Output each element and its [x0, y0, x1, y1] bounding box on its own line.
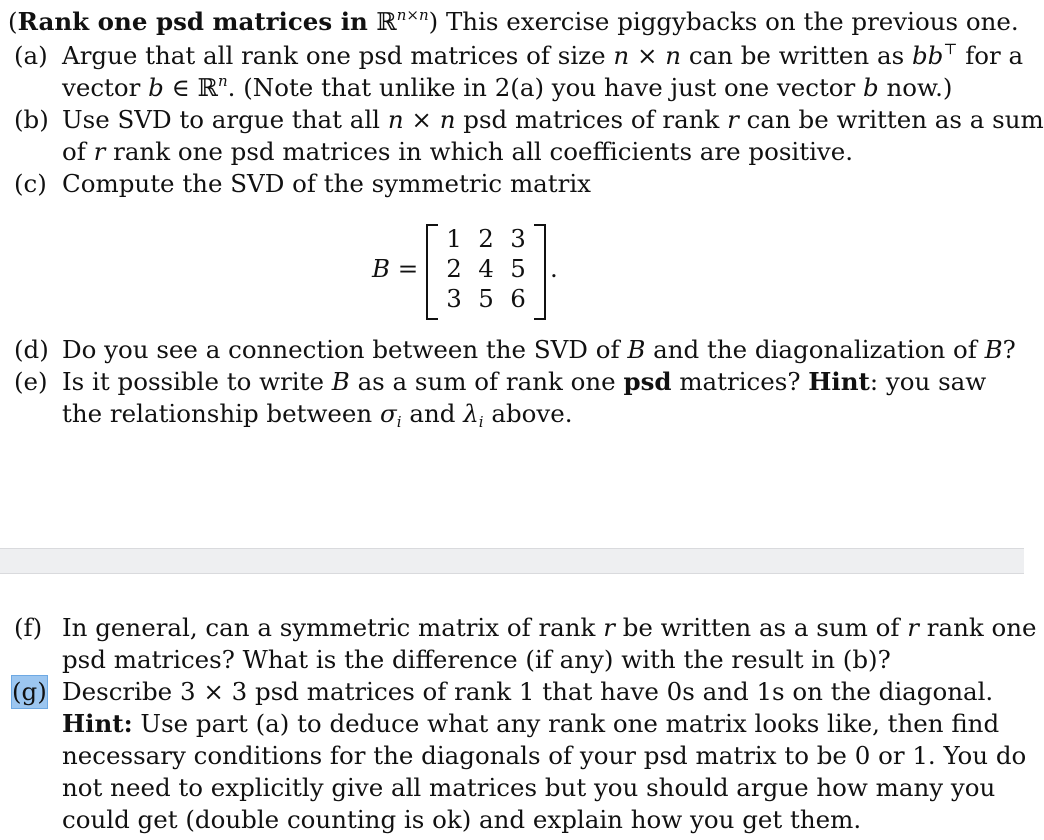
- part-g-text1: Describe 3 × 3 psd matrices of rank 1 that have 0s and 1s on the diagonal.: [62, 677, 994, 706]
- matrix-cell: 3: [446, 284, 462, 313]
- math-n: n: [217, 72, 228, 90]
- part-c-label: (c): [14, 169, 47, 198]
- math-r: r: [603, 613, 615, 642]
- math-reals: ℝ: [197, 73, 218, 102]
- part-c-text: Compute the SVD of the symmetric matrix: [62, 169, 591, 198]
- bold-hint: Hint:: [62, 709, 133, 738]
- text-span: can be written as: [681, 41, 912, 70]
- part-a-label: (a): [14, 41, 48, 70]
- text-span: : you saw: [869, 367, 987, 396]
- part-g-text5: could get (double counting is ok) and explain how you get them.: [62, 805, 862, 834]
- part-g-label-line: [12, 676, 47, 708]
- math-transpose: ⊤: [943, 40, 958, 58]
- page-divider: [0, 548, 1024, 574]
- part-d-label: (d): [14, 335, 49, 364]
- math-r: r: [727, 105, 739, 134]
- text-span: can be written as a sum: [738, 105, 1044, 134]
- part-a-line1: [14, 40, 48, 72]
- part-f-label: (f): [14, 613, 43, 642]
- part-b-label: (b): [14, 105, 49, 134]
- bold-hint: Hint: [808, 367, 870, 396]
- text-span: as a sum of rank one: [349, 367, 624, 396]
- text-span: Is it possible to write: [62, 367, 332, 396]
- title-set-symbol: ℝ: [376, 7, 397, 36]
- text-span: Do you see a connection between the SVD of: [62, 335, 628, 364]
- part-e-text1: [62, 366, 986, 398]
- exercise-page-bottom: [0, 572, 1037, 840]
- text-span: and the diagonalization of: [645, 335, 985, 364]
- part-a-text1: [62, 40, 1023, 72]
- text-span: rank one: [919, 613, 1037, 642]
- part-g-text3: necessary conditions for the diagonals of your psd matrix to be 0 or 1. You do: [62, 741, 1027, 770]
- exercise-title: [8, 6, 1019, 38]
- text-span: In general, can a symmetric matrix of rank: [62, 613, 604, 642]
- matrix-cell: 2: [478, 224, 494, 253]
- matrix-left-bracket: [426, 224, 438, 320]
- part-a-text2: [62, 72, 952, 104]
- part-c-label-line: [14, 168, 47, 200]
- math-nxn: n × n: [613, 41, 682, 70]
- part-g-label-highlighted[interactable]: (g): [12, 677, 47, 706]
- math-sigma: σ: [380, 399, 397, 428]
- matrix-lhs: B =: [372, 254, 419, 283]
- part-g-text2: [62, 708, 999, 740]
- text-span: the relationship between: [62, 399, 380, 428]
- part-d-text: [62, 334, 1016, 366]
- text-span: psd matrices of rank: [455, 105, 728, 134]
- math-B: B: [984, 335, 1003, 364]
- part-e-label-line: [14, 366, 48, 398]
- matrix-cell: 4: [478, 254, 494, 283]
- math-b: b: [863, 73, 879, 102]
- text-span: Argue that all rank one psd matrices of size: [62, 41, 614, 70]
- math-B: B: [331, 367, 350, 396]
- matrix-cell: 1: [446, 224, 462, 253]
- bold-psd: psd: [623, 367, 672, 396]
- part-f-text2: psd matrices? What is the difference (if any) with the result in (b)?: [62, 645, 891, 674]
- math-B: B: [627, 335, 646, 364]
- title-paren: (: [8, 7, 18, 36]
- text-span: vector: [62, 73, 149, 102]
- part-e-text2: [62, 398, 573, 430]
- math-sub-i: i: [478, 413, 484, 431]
- matrix-period: .: [550, 254, 558, 283]
- text-span: and: [401, 399, 464, 428]
- text-span: . (Note that unlike in 2(a) you have just one vector: [227, 73, 864, 102]
- text-span: of: [62, 137, 94, 166]
- part-e-label: (e): [14, 367, 48, 396]
- matrix-cell: 3: [510, 224, 526, 253]
- math-sub-i: i: [396, 413, 402, 431]
- title-bold: Rank one psd matrices in: [17, 7, 377, 36]
- text-span: Use part (a) to deduce what any rank one matrix looks like, then find: [132, 709, 1000, 738]
- title-rest: ) This exercise piggybacks on the previous one.: [428, 7, 1019, 36]
- part-g-text4: not need to explicitly give all matrices but you should argue how many you: [62, 773, 996, 802]
- part-f-label-line: [14, 612, 42, 644]
- text-span: be written as a sum of: [614, 613, 908, 642]
- math-lambda: λ: [463, 399, 479, 428]
- matrix-cell: 5: [510, 254, 526, 283]
- math-nxn: n × n: [387, 105, 456, 134]
- text-span: now.): [878, 73, 953, 102]
- math-bb: bb: [911, 41, 944, 70]
- matrix-cell: 2: [446, 254, 462, 283]
- part-b-text1: [62, 104, 1044, 136]
- text-span: for a: [957, 41, 1024, 70]
- matrix-right-bracket: [534, 224, 546, 320]
- part-b-text2: [62, 136, 853, 168]
- part-f-text1: [62, 612, 1037, 644]
- text-span: rank one psd matrices in which all coefficients are positive.: [105, 137, 854, 166]
- math-b: b: [148, 73, 164, 102]
- math-in: ∈: [163, 73, 198, 102]
- matrix-cell: 6: [510, 284, 526, 313]
- part-b-label-line: [14, 104, 49, 136]
- title-set-superscript: n×n: [396, 6, 429, 24]
- text-span: matrices?: [671, 367, 809, 396]
- text-span: ?: [1002, 335, 1016, 364]
- math-r: r: [907, 613, 919, 642]
- part-d-label-line: [14, 334, 49, 366]
- text-span: above.: [483, 399, 573, 428]
- matrix-cell: 5: [478, 284, 494, 313]
- text-span: Use SVD to argue that all: [62, 105, 388, 134]
- math-r: r: [93, 137, 106, 166]
